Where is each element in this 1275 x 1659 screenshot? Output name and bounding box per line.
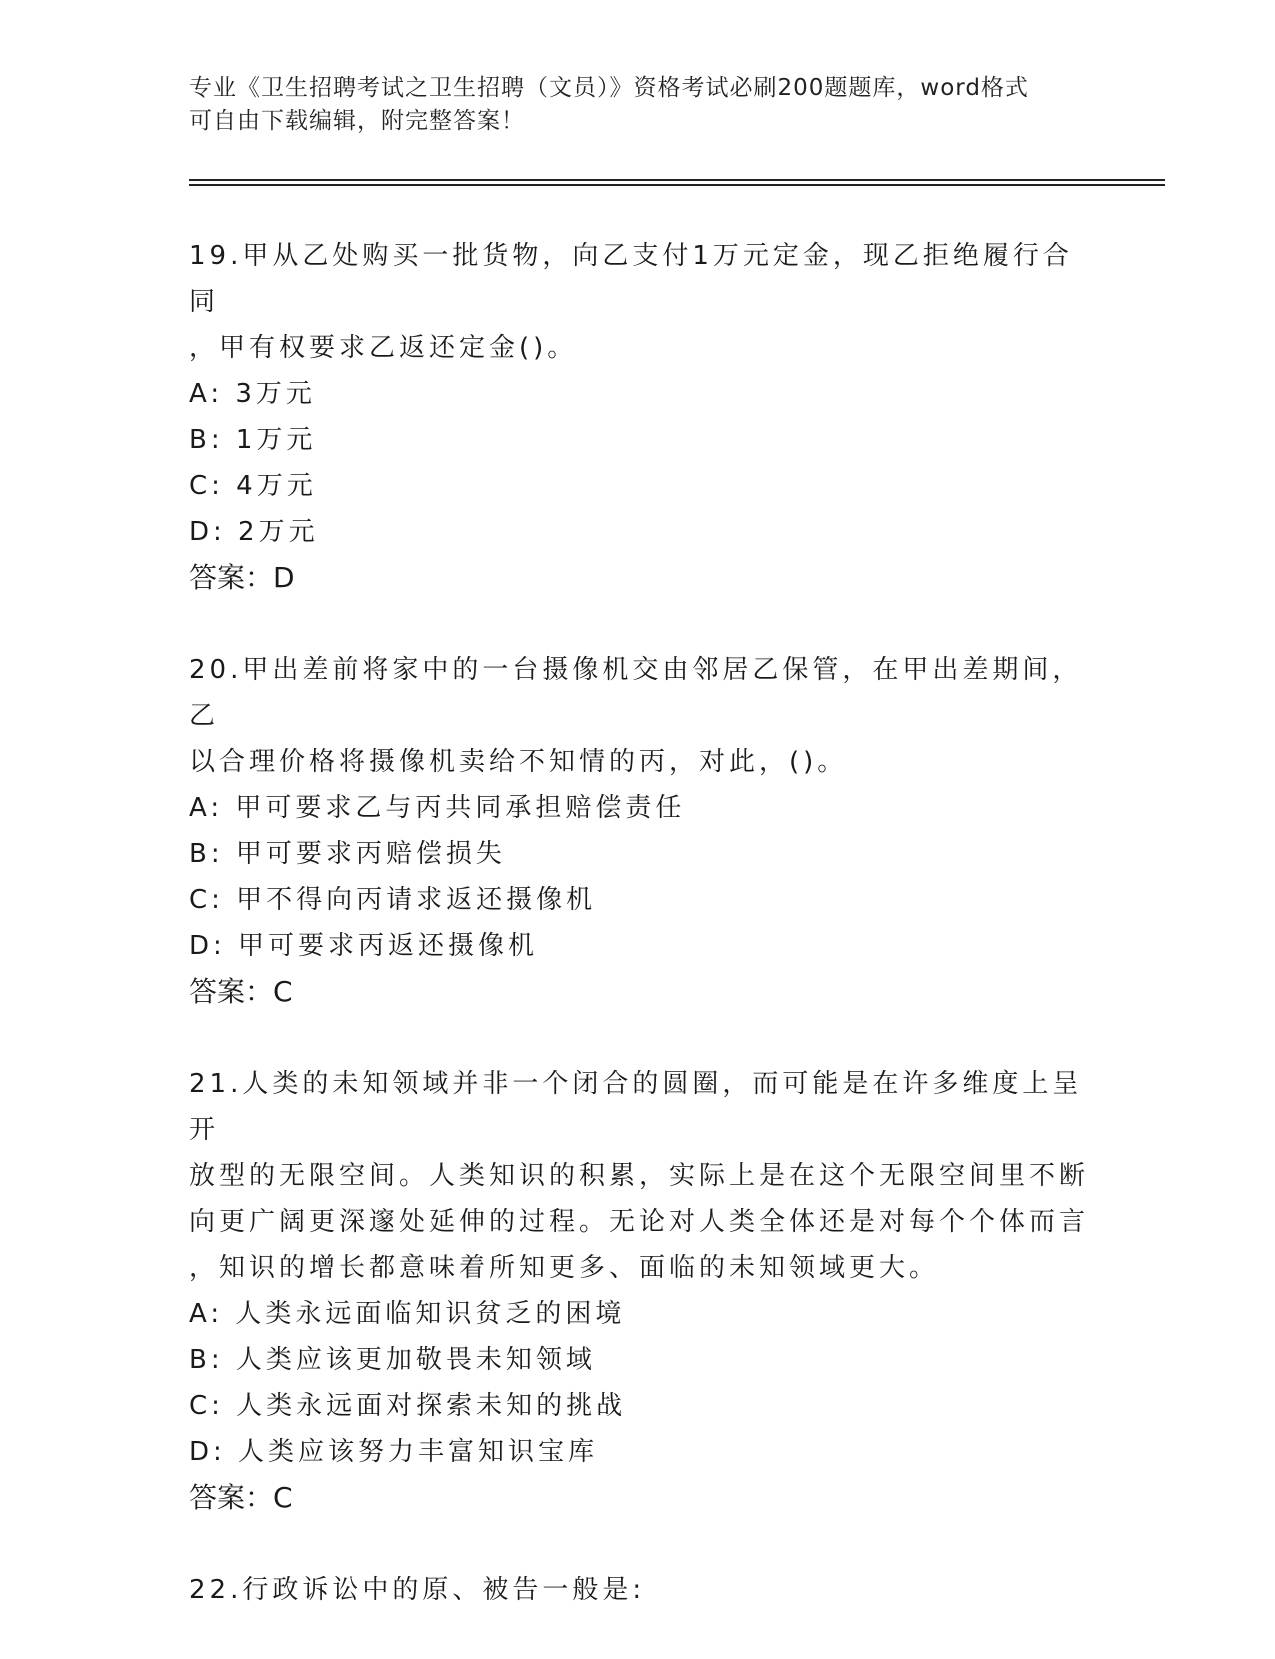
question-22 <box>189 1567 1089 1613</box>
question-stem: 22.行政诉讼中的原、被告一般是: <box>189 1575 646 1605</box>
header-divider-top <box>189 179 1165 181</box>
question-19 <box>189 233 1089 601</box>
question-stem: 21.人类的未知领域并非一个闭合的圆圈，而可能是在许多维度上呈开 放型的无限空间。人类知识的积累，实际上是在这个无限空间里不断 向更广阔更深邃处延伸的过程。无论对人类全体还是对每个个体而言 ，知识的增长都意味着所知更多、面临的未知领域更大。 <box>189 1069 1090 1283</box>
option-c: C: 4万元 <box>189 471 317 501</box>
question-20 <box>189 647 1089 1015</box>
header-line-1: 专业《卫生招聘考试之卫生招聘（文员）》资格考试必刷200题题库，word格式 <box>189 75 1029 101</box>
answer-line: 答案：C <box>189 975 293 1008</box>
option-d: D: 2万元 <box>189 517 319 547</box>
option-a: A: 人类永远面临知识贫乏的困境 <box>189 1299 626 1329</box>
option-c: C: 甲不得向丙请求返还摄像机 <box>189 885 597 915</box>
option-a: A: 3万元 <box>189 379 316 409</box>
header-divider-bottom <box>189 184 1165 186</box>
answer-line: 答案：C <box>189 1481 293 1514</box>
option-b: B: 甲可要求丙赔偿损失 <box>189 839 506 869</box>
option-c: C: 人类永远面对探索未知的挑战 <box>189 1391 627 1421</box>
option-b: B: 人类应该更加敬畏未知领域 <box>189 1345 596 1375</box>
question-list <box>189 233 1089 1659</box>
header-line-2: 可自由下载编辑，附完整答案！ <box>189 108 525 134</box>
option-a: A: 甲可要求乙与丙共同承担赔偿责任 <box>189 793 686 823</box>
answer-line: 答案：D <box>189 561 295 594</box>
document-header <box>189 72 1089 138</box>
option-d: D: 甲可要求丙返还摄像机 <box>189 931 539 961</box>
option-d: D: 人类应该努力丰富知识宝库 <box>189 1437 599 1467</box>
option-b: B: 1万元 <box>189 425 317 455</box>
question-21 <box>189 1061 1089 1521</box>
question-stem: 20.甲出差前将家中的一台摄像机交由邻居乙保管，在甲出差期间，乙 以合理价格将摄像机卖给不知情的丙，对此，()。 <box>189 655 1083 777</box>
question-stem: 19.甲从乙处购买一批货物，向乙支付1万元定金，现乙拒绝履行合同 ，甲有权要求乙返还定金()。 <box>189 241 1073 363</box>
